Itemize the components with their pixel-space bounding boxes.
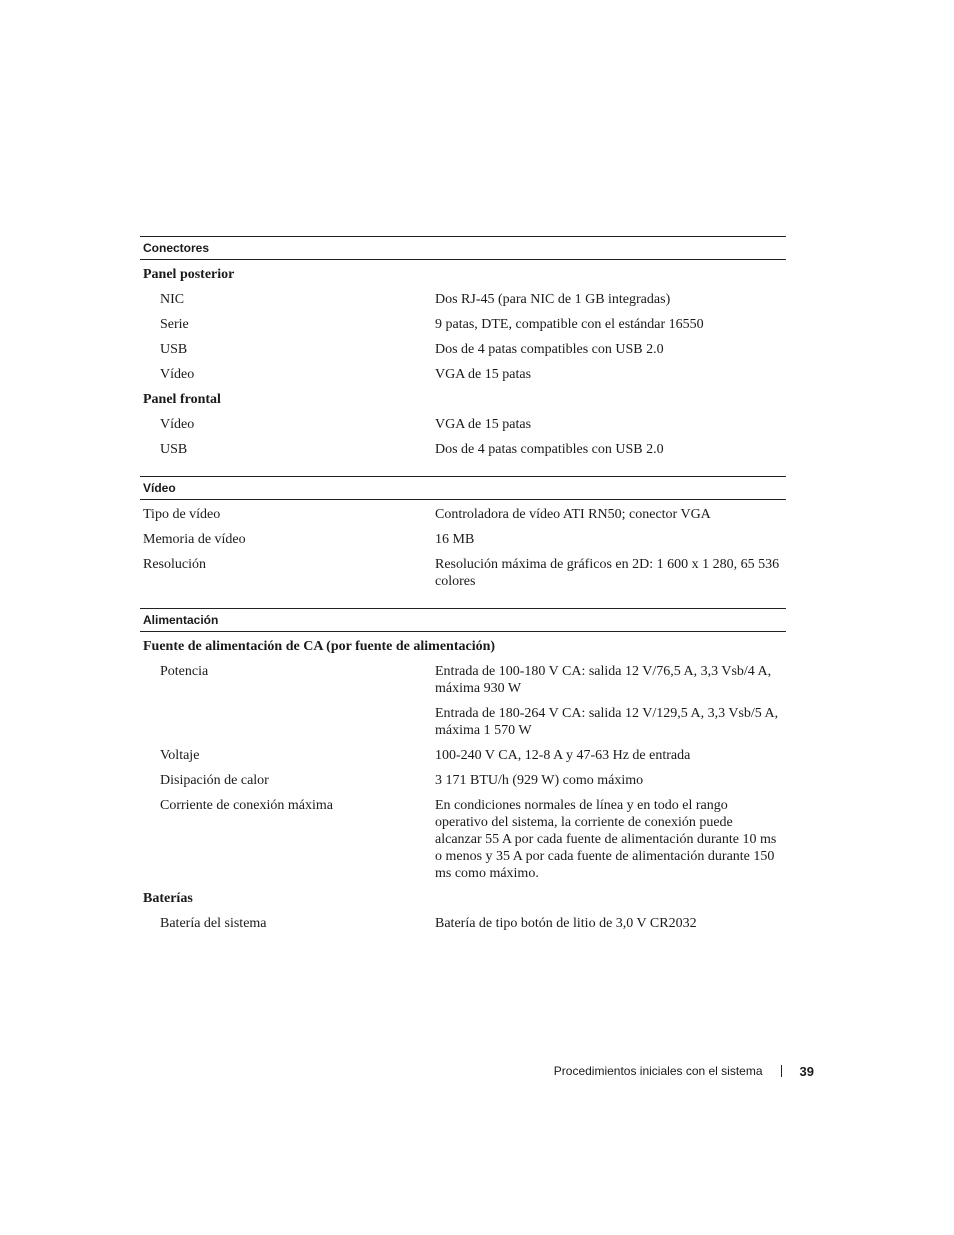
spec-row — [140, 312, 786, 337]
section-header: Vídeo — [140, 476, 786, 500]
spec-row — [140, 412, 786, 437]
spec-value: Resolución máxima de gráficos en 2D: 1 600 x 1 280, 65 536 colores — [435, 557, 780, 589]
group-label: Baterías — [143, 891, 193, 906]
footer-separator — [781, 1065, 782, 1077]
spec-label: Voltaje — [160, 748, 200, 763]
spec-label: Vídeo — [160, 417, 195, 432]
spec-value: Controladora de vídeo ATI RN50; conector VGA — [435, 507, 711, 522]
group-label: Fuente de alimentación de CA (por fuente de alimentación) — [143, 639, 496, 654]
group-label: Panel posterior — [143, 267, 235, 282]
group-label: Panel frontal — [143, 392, 221, 407]
spec-row — [140, 287, 786, 312]
spec-label: Potencia — [160, 664, 209, 679]
spec-row — [140, 701, 786, 743]
spec-value: En condiciones normales de línea y en todo el rango operativo del sistema, la corriente de conexión puede alcanzar 55 A por cada fuente de alimentación durante 10 ms o menos y 35 A por cada fuente de alimentación durante 150 ms como máximo. — [435, 798, 777, 881]
section-video — [140, 476, 786, 596]
spec-label: USB — [160, 442, 188, 457]
spec-label — [140, 705, 435, 739]
spec-value: 100-240 V CA, 12-8 A y 47-63 Hz de entrada — [435, 748, 691, 763]
spec-value: 9 patas, DTE, compatible con el estándar 16550 — [435, 317, 704, 332]
spec-label: NIC — [160, 292, 185, 307]
spec-value: VGA de 15 patas — [435, 417, 532, 432]
group-row — [140, 886, 786, 911]
spec-row — [140, 527, 786, 552]
spec-value: Dos de 4 patas compatibles con USB 2.0 — [435, 442, 664, 457]
spec-row — [140, 337, 786, 362]
page-number: 39 — [799, 1063, 814, 1079]
spec-label: Corriente de conexión máxima — [160, 798, 333, 813]
spec-label: Disipación de calor — [160, 773, 269, 788]
spec-row — [140, 793, 786, 886]
spec-value: Entrada de 180-264 V CA: salida 12 V/129,5 A, 3,3 Vsb/5 A, máxima 1 570 W — [435, 706, 779, 738]
spec-row — [140, 911, 786, 936]
spec-value: Batería de tipo botón de litio de 3,0 V CR2032 — [435, 916, 697, 931]
section-rows — [140, 632, 786, 938]
spec-label: Vídeo — [160, 367, 195, 382]
section-conectores — [140, 236, 786, 464]
spec-label: Memoria de vídeo — [143, 532, 246, 547]
spec-value: Entrada de 100-180 V CA: salida 12 V/76,5 A, 3,3 Vsb/4 A, máxima 930 W — [435, 664, 772, 696]
section-rows — [140, 500, 786, 596]
group-row — [140, 262, 786, 287]
section-header: Alimentación — [140, 608, 786, 632]
spec-row — [140, 552, 786, 594]
spec-label: Serie — [160, 317, 189, 332]
spec-label: Tipo de vídeo — [143, 507, 221, 522]
group-row — [140, 387, 786, 412]
group-row — [140, 634, 786, 659]
spec-row — [140, 743, 786, 768]
spec-table — [140, 236, 786, 950]
spec-label: USB — [160, 342, 188, 357]
spec-row — [140, 502, 786, 527]
spec-row — [140, 659, 786, 701]
section-header: Conectores — [140, 236, 786, 260]
spec-label: Resolución — [143, 557, 206, 572]
spec-value: 3 171 BTU/h (929 W) como máximo — [435, 773, 644, 788]
spec-row — [140, 768, 786, 793]
spec-value: Dos de 4 patas compatibles con USB 2.0 — [435, 342, 664, 357]
spec-value: VGA de 15 patas — [435, 367, 532, 382]
spec-row — [140, 362, 786, 387]
section-alimentacion — [140, 608, 786, 938]
spec-value: Dos RJ-45 (para NIC de 1 GB integradas) — [435, 292, 671, 307]
spec-row — [140, 437, 786, 462]
spec-value: 16 MB — [435, 532, 475, 547]
page-footer — [554, 1062, 814, 1080]
section-rows — [140, 260, 786, 464]
chapter-title: Procedimientos iniciales con el sistema — [553, 1064, 763, 1078]
spec-label: Batería del sistema — [160, 916, 267, 931]
